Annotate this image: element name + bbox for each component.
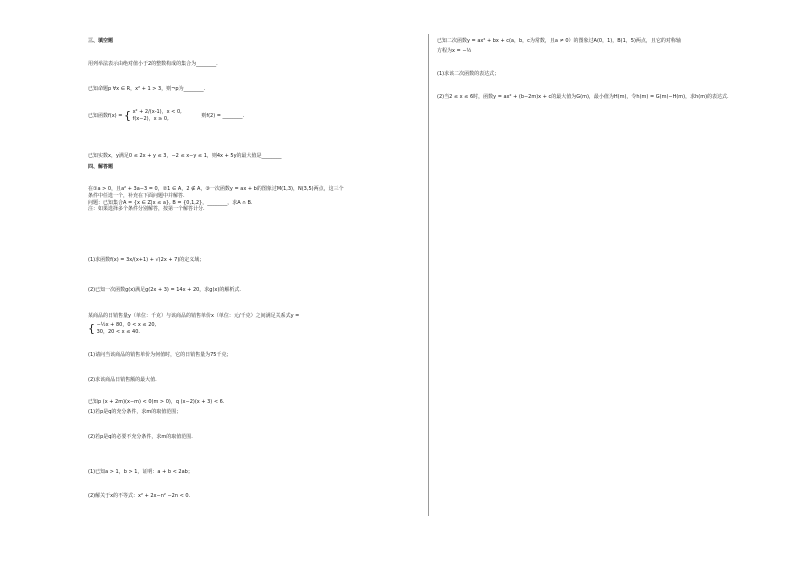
question-linear-function: (2)已知一次函数g(x)满足g(2x + 3) = 14x + 20，求g(x)的解析式. — [88, 287, 241, 293]
section-4-title: 四、解答题 — [88, 164, 114, 170]
brace-icon: { — [124, 109, 131, 122]
conditions-line-1: 在①a > 0，且a² + 3a−3 = 0，②1 ∈ A，2 ∉ A，③一次函数y = ax + b的图象过M(1,3)，N(3,5)两点，这三个 — [88, 186, 344, 192]
question-pq-part-2: (2)若p是q的必要不充分条件，求m的取值范围. — [88, 434, 193, 440]
quadratic-line-2: 方程为x = −½ — [437, 47, 472, 54]
question-sales-piecewise — [88, 322, 418, 335]
section-3-title: 三、填空题 — [88, 38, 114, 44]
question-domain: (1)求函数f(x) = 3x/(x+1) + √(2x + 7)的定义域； — [88, 257, 205, 263]
sales-case-2: 30，20 < x ≤ 40. — [96, 328, 140, 335]
piecewise-suffix: 则f(2) = ________. — [201, 113, 245, 119]
conditions-line-2: 条件中任选一个，补充在下面问题中并解答. — [88, 192, 185, 199]
question-sales-part-2: (2)求该商品日销售额的最大值. — [88, 377, 157, 383]
question-pq-part-1: (1)若p是q的充分条件，求m的取值范围； — [88, 409, 182, 415]
question-piecewise — [88, 109, 418, 122]
column-divider — [428, 34, 429, 516]
quadratic-line-1: 已知二次函数y = ax² + bx + c(a，b，c为常数，且a ≠ 0）的图象过A(0，1)，B(1，5)两点，且它的对称轴 — [437, 38, 681, 44]
question-inequality-part-1: (1)已知a > 1，b > 1，证明：a + b < 2ab； — [88, 469, 193, 475]
piecewise-cases — [133, 109, 182, 122]
question-conditions — [88, 186, 418, 213]
question-sales-part-1: (1)请问当该商品的销售单价为何值时，它的日销售量为75千克； — [88, 352, 232, 358]
question-negation: 已知命题p ∀x ∈ R，x² + 1 > 3，则¬p为________. — [88, 86, 206, 92]
question-quadratic-intro — [437, 38, 772, 55]
question-quadratic-part-1: (1)求该二次函数的表达式； — [437, 71, 500, 77]
sales-cases — [97, 322, 157, 335]
conditions-line-4: 注：如果选择多个条件分别解答，按第一个解答计分. — [88, 206, 205, 213]
question-quadratic-part-2: (2)当2 ≤ x ≤ 6时，函数y = ax² + (b−2m)x + c的最大值为G(m)，最小值为H(m)，令h(m) = G(m)−H(m)，求h(m)的表达式. — [437, 94, 729, 100]
question-integer-set: 用列举法表示由绝对值小于2的整数构成的集合为________. — [88, 61, 218, 67]
conditions-line-3: 问题：已知集合A = {x ∈ Z|x ≤ a}, B = {0,1,2}，________，求A ∩ B. — [88, 199, 253, 206]
sales-case-1: −½x + 80，0 < x ≤ 20, — [96, 322, 157, 328]
question-pq-intro: 已知p (x + 2m)(x−m) < 0(m > 0)，q (x−2)(x + 3) < 6. — [88, 399, 225, 405]
question-sales-intro: 某商品的日销售量y（单位：千克）与该商品的销售单价x（单位：元/千克）之间满足关系式y = — [88, 313, 300, 319]
question-max-value: 已知实数x，y满足0 ≤ 2x + y ≤ 3，−2 ≤ x−y ≤ 1，则4x + 5y的最大值是________ — [88, 153, 282, 159]
question-inequality-part-2: (2)解关于x的不等式：x² + 2x−n² −2n < 0. — [88, 493, 191, 499]
piecewise-prefix: 已知函数f(x) = — [88, 113, 123, 119]
piecewise-case-1: x² + 2/(x-1)，x < 0, — [132, 109, 182, 115]
brace-icon: { — [88, 322, 95, 335]
piecewise-case-2: f(x−2)，x ≥ 0, — [132, 115, 169, 122]
